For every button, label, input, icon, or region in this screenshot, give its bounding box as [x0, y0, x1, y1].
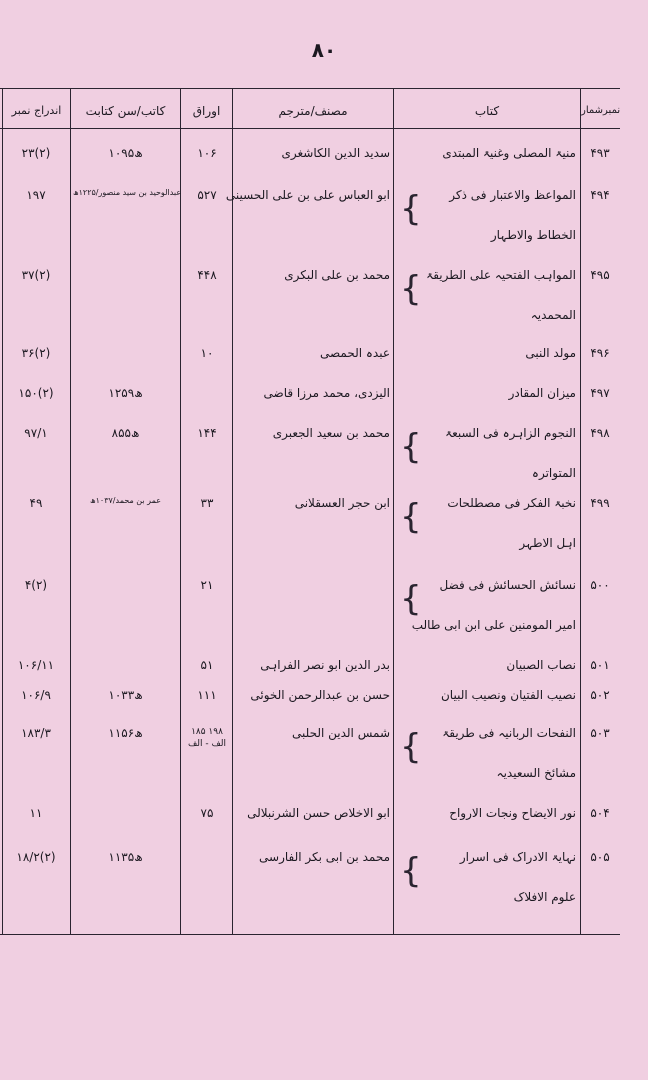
author-cell: ابن حجر العسقلانی [294, 496, 390, 510]
title-cell: النفحات الربانیہ فی طریقۃ [442, 726, 576, 740]
title-cell: المحمدیہ [530, 308, 576, 322]
brace-mark: { [400, 269, 422, 309]
title-cell: مشائخ السعیدیہ [496, 766, 576, 780]
entry-no-cell: ۱۰۶/۹ [21, 688, 51, 702]
author-cell: محمد بن ابی بکر الفارسی [259, 850, 390, 864]
title-cell: نہایۃ الادراک فی اسرار [459, 850, 576, 864]
entry-no-cell: ۴(۲) [24, 578, 48, 592]
scribe-year-cell: عبدالوحید بن سید منصور/۱۲۲۵ھ [73, 188, 182, 197]
entry-no-cell: ۱۹۷ [26, 188, 46, 202]
folios-cell: ۵۲۷ [197, 188, 217, 202]
title-cell: علوم الافلاک [513, 890, 576, 904]
author-cell: الیزدی، محمد مرزا قاضی [263, 386, 390, 400]
title-cell: مولد النبی [525, 346, 576, 360]
serial-cell: ۴۹۹ [590, 496, 610, 510]
entry-no-cell: ۹۷/۱ [24, 426, 48, 440]
scribe-year-cell: ۱۲۵۹ھ [108, 386, 143, 400]
serial-cell: ۵۰۴ [590, 806, 610, 820]
header-scribe-year: کاتب/سن کتابت [85, 104, 166, 118]
column-rule [393, 88, 394, 934]
page-number: ۸۰ [311, 38, 337, 62]
title-cell: النجوم الزاہرہ فی السبعۃ [445, 426, 576, 440]
title-cell: امیر المومنین علی ابن ابی طالب [411, 618, 576, 632]
header-title: کتاب [474, 104, 500, 118]
scribe-year-cell: ۱۰۹۵ھ [108, 146, 143, 160]
title-cell: میزان المقادر [508, 386, 576, 400]
entry-no-cell: ۳۷(۲) [21, 268, 51, 282]
serial-cell: ۴۹۳ [590, 146, 610, 160]
catalog-table [0, 88, 620, 936]
serial-cell: ۴۹۸ [590, 426, 610, 440]
column-rule [70, 88, 71, 934]
serial-cell: ۴۹۶ [590, 346, 610, 360]
scribe-year-cell: ۱۱۳۵ھ [108, 850, 143, 864]
folios-cell: ۱۴۴ [197, 426, 217, 440]
column-rule [180, 88, 181, 934]
scribe-year-cell: ۱۰۳۳ھ [108, 688, 143, 702]
folios-cell: ۵۱ [200, 658, 214, 672]
serial-cell: ۵۰۵ [590, 850, 610, 864]
title-cell: نسائش الحسائش فی فضل [439, 578, 576, 592]
folios-cell: ۳۳ [200, 496, 214, 510]
header-entry-no: اندراج نمبر [11, 104, 62, 117]
folios-cell: ۴۴۸ [197, 268, 217, 282]
brace-mark: { [400, 727, 422, 767]
header-folios: اوراق [192, 104, 221, 118]
author-cell: شمس الدین الحلبی [291, 726, 390, 740]
brace-mark: { [400, 427, 422, 467]
title-cell: المتواترہ [531, 466, 576, 480]
brace-mark: { [400, 497, 422, 537]
title-cell: نور الایضاح ونجات الارواح [449, 806, 576, 820]
scribe-year-cell: عمر بن محمد/۱۰۳۷ھ [90, 496, 161, 505]
folios-cell: ۱۰ [200, 346, 214, 360]
folios-cell: ۱۰۶ [197, 146, 217, 160]
entry-no-cell: ۱۰۶/۱۱ [17, 658, 55, 672]
author-cell: محمد بن علی البکری [284, 268, 390, 282]
author-cell: بدر الدین ابو نصر الفراہی [260, 658, 390, 672]
brace-mark: { [400, 851, 422, 891]
author-cell: ابو العباس علی بن علی الحسینی [225, 188, 390, 202]
brace-mark: { [400, 579, 422, 619]
title-cell: منیۃ المصلی وغنیۃ المبتدی [442, 146, 576, 160]
serial-cell: ۴۹۵ [590, 268, 610, 282]
author-cell: محمد بن سعید الجعبری [272, 426, 390, 440]
entry-no-cell: ۲۳(۲) [21, 146, 51, 160]
entry-no-cell: ۱۵۰(۲) [18, 386, 54, 400]
scribe-year-cell: ۸۵۵ھ [111, 426, 140, 440]
header-bottom-rule [0, 128, 620, 129]
serial-cell: ۴۹۷ [590, 386, 610, 400]
serial-cell: ۵۰۰ [590, 578, 610, 592]
serial-cell: ۵۰۱ [590, 658, 610, 672]
title-cell: اہل الاطہر [519, 536, 576, 550]
serial-cell: ۵۰۳ [590, 726, 610, 740]
title-cell: الخطاط والاطہار [490, 228, 576, 242]
author-cell: سدید الدین الکاشغری [281, 146, 390, 160]
folios-cell: ۲۱ [200, 578, 214, 592]
scribe-year-cell: ۱۱۵۶ھ [108, 726, 143, 740]
entry-no-cell: ۱۸/۲(۲) [16, 850, 56, 864]
folios-cell: ۱۸۵ ۱۹۸ الف - الف [187, 727, 227, 749]
entry-no-cell: ۴۹ [29, 496, 43, 510]
title-cell: المواعظ والاعتبار فی ذکر [449, 188, 576, 202]
column-rule [580, 88, 581, 934]
folios-cell: ۱۱۱ [197, 688, 217, 702]
title-cell: المواہب الفتحیہ علی الطریقۃ [426, 268, 576, 282]
title-cell: نخبۃ الفکر فی مصطلحات [447, 496, 576, 510]
entry-no-cell: ۱۸۳/۳ [21, 726, 51, 740]
serial-cell: ۵۰۲ [590, 688, 610, 702]
brace-mark: { [400, 189, 422, 229]
title-cell: نصاب الصبیان [506, 658, 576, 672]
column-rule [2, 88, 3, 934]
serial-cell: ۴۹۴ [590, 188, 610, 202]
header-serial: نمبرشمار [581, 105, 621, 116]
entry-no-cell: ۳۶(۲) [21, 346, 51, 360]
folios-cell: ۷۵ [200, 806, 214, 820]
author-cell: عبدہ الحمصی [319, 346, 390, 360]
title-cell: نصیب الفتیان ونصیب البیان [440, 688, 576, 702]
author-cell: ابو الاخلاص حسن الشرنبلالی [247, 806, 390, 820]
column-rule [232, 88, 233, 934]
header-author: مصنف/مترجم [278, 104, 348, 118]
author-cell: حسن بن عبدالرحمن الخوئی [250, 688, 390, 702]
entry-no-cell: ۱۱ [29, 806, 43, 820]
table-top-rule [0, 88, 620, 89]
table-bottom-rule [0, 934, 620, 935]
